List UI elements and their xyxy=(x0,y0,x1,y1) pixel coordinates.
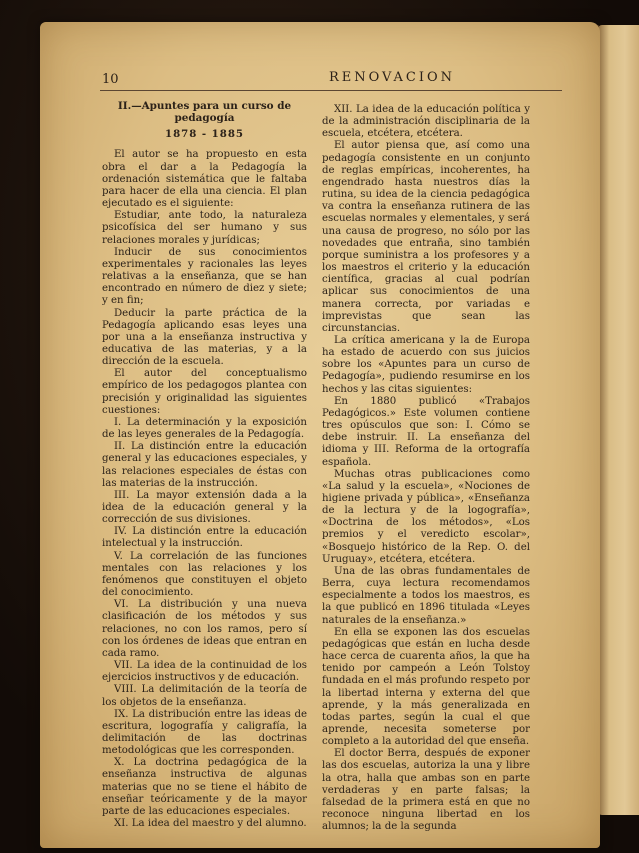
paragraph: XI. La idea del maestro y del alumno. xyxy=(114,818,307,830)
page-header xyxy=(62,62,562,92)
paragraph: Deducir la parte práctica de la Pedagogía aplicando esas leyes una por una a la enseñanza instructiva y educativa de las materias, y a la dirección de la escuela. xyxy=(102,307,307,368)
right-column xyxy=(322,100,530,833)
paragraph: VII. La idea de la continuidad de los ejercicios instructivos y de educación. xyxy=(102,660,307,684)
paragraph: VIII. La delimitación de la teoría de los objetos de la enseñanza. xyxy=(102,684,307,708)
section-dates: 1878 - 1885 xyxy=(164,128,245,141)
paragraph: El autor del conceptualismo empírico de los pedagogos plantea con precisión y originalidad las siguientes cuestiones: xyxy=(102,368,307,416)
paragraph: I. La determinación y la exposición de las leyes generales de la Pedagogía. xyxy=(102,416,307,441)
header-rule xyxy=(100,90,562,91)
paragraph: IX. La distribución entre las ideas de escritura, logografía y caligrafía, la delimitación de las doctrinas metodológicas que les corresponden. xyxy=(102,708,307,757)
paragraph: Muchas otras publicaciones como «La salud y la escuela», «Nociones de higiene privada y pública», «Enseñanza de la lectura y de la logografía», «Doctrina de los métodos», «Los premios y el veredicto escolar», «Bosquejo histórico de la Rep. O. del Uruguay», etcétera, etcétera. xyxy=(322,468,530,565)
paragraph: Estudiar, ante todo, la naturaleza psicofísica del ser humano y sus relaciones morales y jurídicas; xyxy=(102,210,307,246)
paragraph: III. La mayor extensión dada a la idea de la educación general y la corrección de sus divisiones. xyxy=(102,489,307,526)
facing-page-edge xyxy=(598,25,639,815)
paragraph: Una de las obras fundamentales de Berra, cuya lectura recomendamos especialmente a todos los maestros, es la que publicó en 1896 titulada «Leyes naturales de la enseñanza.» xyxy=(322,565,530,626)
page-number: 10 xyxy=(102,72,119,87)
paragraph: II. La distinción entre la educación general y las educaciones especiales, y las relaciones especiales de éstas con las materias de la instrucción. xyxy=(102,441,307,489)
paragraph: IV. La distinción entre la educación intelectual y la instrucción. xyxy=(102,526,307,550)
paragraph: El doctor Berra, después de exponer las dos escuelas, autoriza la una y libre la otra, halla que ambas son en parte verdaderas y en parte falsas; la falsedad de la primera está en que no reconoce ninguna libertad en los alumnos; la de la segunda xyxy=(322,748,530,833)
paragraph: El autor piensa que, así como una pedagogía consistente en un conjunto de reglas empíricas, incoherentes, ha engendrado hasta nuestros días la rutina, su idea de la ciencia pedagógica va contra la enseñanza rutinera de las escuelas normales y elementales, y será una causa de progreso, no sólo por las novedades que entraña, sino también porque suministra a los profesores y a los maestros el criterio y la educación científica, gracias al cual podrían aplicar sus conocimientos de una manera correcta, por variadas e imprevistas que sean las circunstancias. xyxy=(322,140,530,334)
running-title: RENOVACION xyxy=(328,70,456,85)
paragraph: La crítica americana y la de Europa ha estado de acuerdo con sus juicios sobre los «Apuntes para un curso de Pedagogía», pudiendo resumirse en los hechos y las citas siguientes: xyxy=(322,334,530,395)
paragraph: En 1880 publicó «Trabajos Pedagógicos.» Este volumen contiene tres opúsculos que son: I. Cómo se debe instruir. II. La enseñanza del idioma y III. Reforma de la ortografía española. xyxy=(322,395,530,468)
paragraph: X. La doctrina pedagógica de la enseñanza instructiva de algunas materias que no se tiene el hábito de enseñar teóricamente y de la mayor parte de las educaciones especiales. xyxy=(102,757,307,817)
paragraph: El autor se ha propuesto en esta obra el dar a la Pedagogía la ordenación sistemática que le faltaba para hacer de ella una ciencia. El plan ejecutado es el siguiente: xyxy=(102,149,307,210)
paragraph: VI. La distribución y una nueva clasificación de los métodos y sus relaciones, no con los ramos, pero sí con los órdenes de ideas que entran en cada ramo. xyxy=(102,599,307,659)
paragraph: XII. La idea de la educación política y de la administración disciplinaria de la escuela, etcétera, etcétera. xyxy=(322,104,530,140)
left-column xyxy=(102,100,307,830)
section-heading: II.—Apuntes para un curso de pedagogía xyxy=(117,100,292,125)
paragraph: V. La correlación de las funciones mentales con las relaciones y los fenómenos que constituyen el objeto del conocimiento. xyxy=(102,550,307,599)
paragraph: Inducir de sus conocimientos experimentales y racionales las leyes relativas a la enseñanza, que se han encontrado en número de diez y siete; y en fin; xyxy=(102,246,307,307)
paragraph: En ella se exponen las dos escuelas pedagógicas que están en lucha desde hace cerca de cuarenta años, la que ha tenido por campeón a León Tolstoy fundada en el más profundo respeto por la libertad interna y externa del que aprende, y la más generalizada en todas partes, según la cual el que aprende, necesita someterse por completo a la autoridad del que enseña. xyxy=(322,626,530,748)
